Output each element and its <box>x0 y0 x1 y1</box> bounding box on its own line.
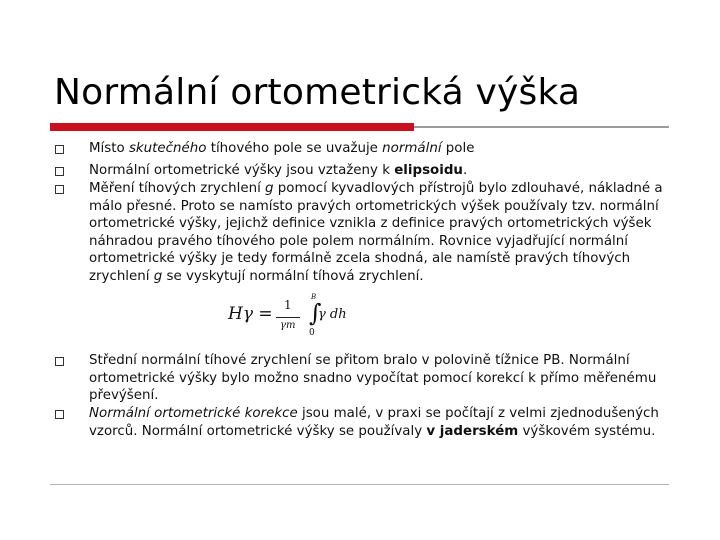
text-run: g <box>265 181 274 196</box>
text-run: pole <box>441 141 475 156</box>
bullet-marker <box>55 357 64 366</box>
text-run: tíhového pole se uvažuje <box>206 141 383 156</box>
formula-lhs: Hγ = <box>228 304 273 324</box>
text-run: Normální ortometrické korekce <box>89 406 298 421</box>
bullet-marker <box>55 185 64 194</box>
text-run: normální <box>382 141 442 156</box>
text-run: skutečného <box>128 141 207 156</box>
bullet-text <box>89 405 669 440</box>
text-run: . <box>462 163 468 178</box>
title-underline-accent <box>50 123 414 131</box>
title-underline-rule <box>414 126 669 128</box>
text-run: v jaderském <box>426 423 519 439</box>
bullet-text <box>89 180 669 285</box>
bullet-marker <box>55 410 64 419</box>
text-run: jsou malé, v praxi se počítají z velmi zjednodušených vzorců. Normální ortometrické výšky se používaly <box>89 406 659 439</box>
footer-rule <box>50 484 669 485</box>
bullet-marker <box>55 167 64 176</box>
text-run: Normální ortometrické výšky jsou vztaženy k <box>89 163 395 178</box>
text-run: Měření tíhových zrychlení <box>89 181 266 196</box>
fraction-bar <box>276 317 300 318</box>
bullet-marker <box>55 145 64 154</box>
text-run: elipsoidu <box>394 163 463 178</box>
text-run: Místo <box>89 141 129 156</box>
text-run: se vyskytují normální tíhová zrychlení. <box>162 268 424 284</box>
integral-upper-limit: B <box>311 293 317 301</box>
bullet-text <box>89 162 669 180</box>
bullet-text <box>89 352 669 405</box>
text-run: pomocí kyvadlových přístrojů bylo zdlouhavé, nákladné a málo přesné. Proto se namísto pravých ortometrických výšek používaly tzv. normální ortometrické výšky, jejichž definice vznikla z definice pravých ortometrických výšek náhradou pravého tíhového pole polem normálním. Rovnice vyjadřující normální ortometrické výšky je tedy formálně zcela shodná, ale namístě pravých tíhových zrychlení <box>89 181 663 284</box>
orthometric-height-formula <box>214 289 364 347</box>
formula-numerator: 1 <box>284 298 292 312</box>
integral-sign: ∫ <box>309 299 322 327</box>
slide-title: Normální ortometrická výška <box>54 72 581 113</box>
text-run: g <box>153 268 163 284</box>
formula-denominator: γm <box>280 320 296 331</box>
integral-lower-limit: 0 <box>309 328 315 338</box>
formula-integrand: γ dh <box>318 307 347 322</box>
bullet-text <box>89 140 669 158</box>
text-run: Střední normální tíhové zrychlení se přitom bralo v polovině tížnice PB. Normální ortometrické výšky bylo možno snadno vypočítat pomocí korekcí k přímo měřenému převýšení. <box>89 353 657 403</box>
text-run: výškovém systému. <box>518 423 656 439</box>
